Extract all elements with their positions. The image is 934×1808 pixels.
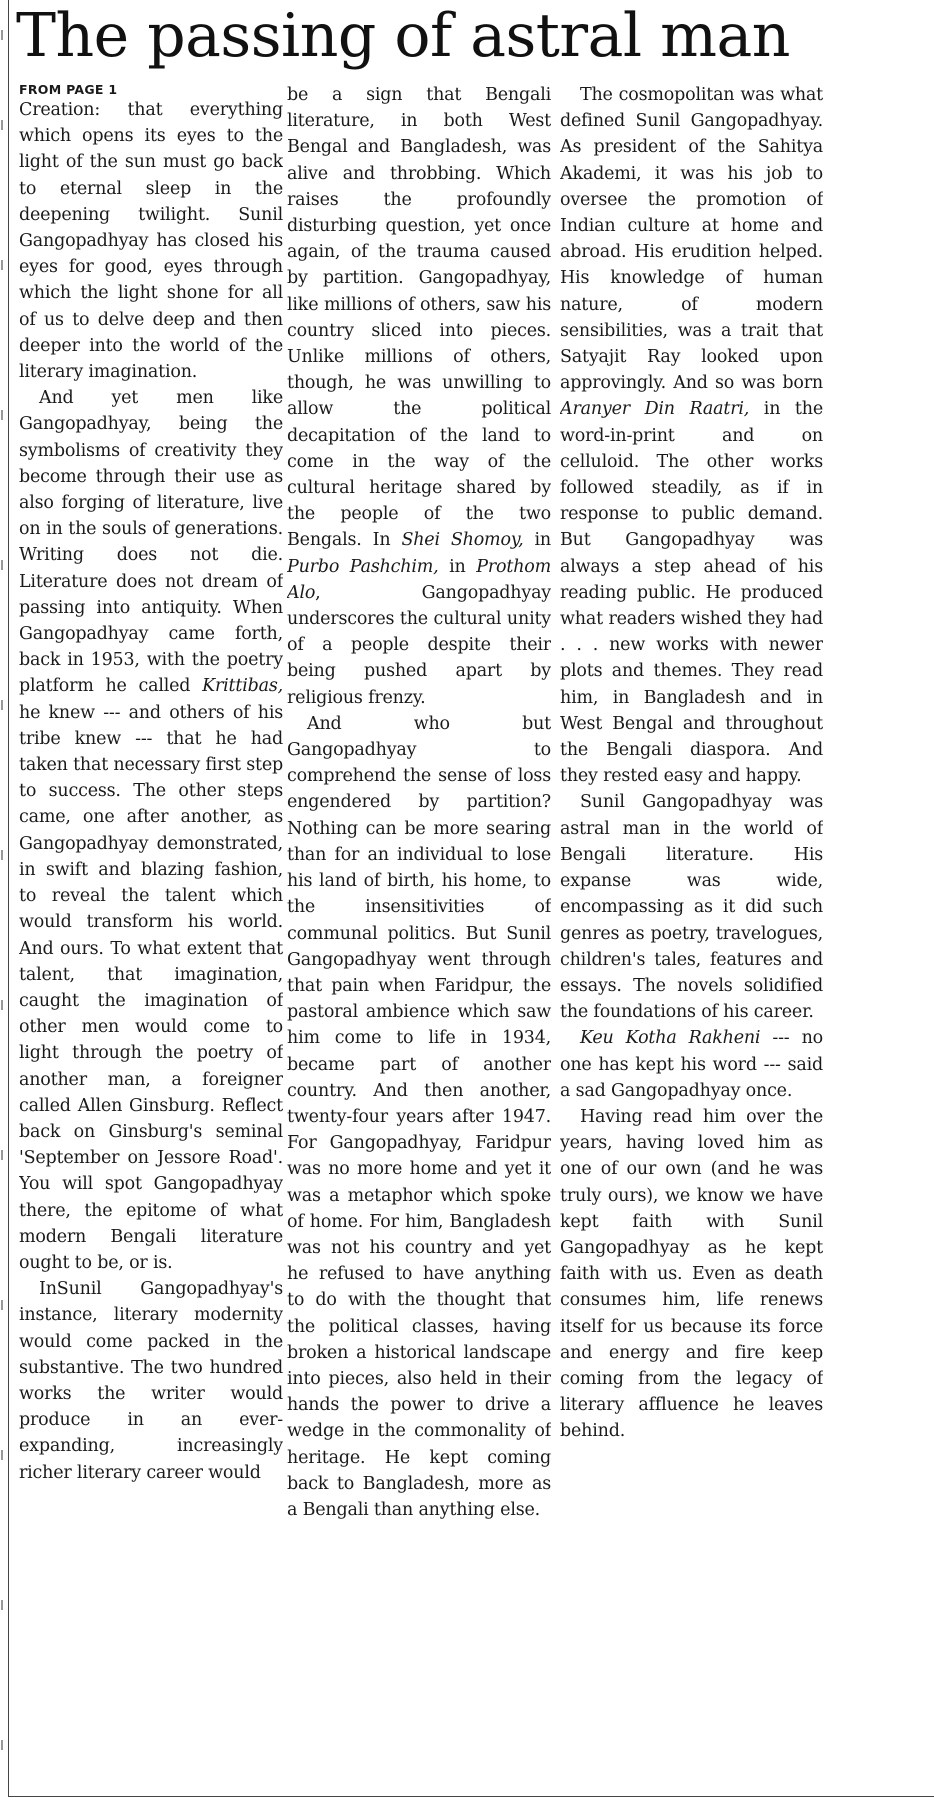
paragraph: Sunil Gangopadhyay was astral man in the world of Bengali literature. His expanse was wide, encompassing as it did such genres as poetry, travelogues, children's tales, features and essays. The novels solidified the foundations of his career. (560, 792, 823, 1023)
title-prothom-alo: Prothom Alo (287, 556, 551, 603)
title-shei-shomoy: Shei Shomoy, (401, 530, 524, 551)
paragraph: Having read him over the years, having loved him as one of our own (and he was truly ours), we know we have kept faith with Sunil Gangopadhyay as he kept faith with us. Even as death consumes him, life renews itself for us because its force and energy and fire keep coming from the legacy of literary affluence he leaves behind. (560, 1106, 823, 1442)
title-krittibas: Krittibas, (202, 676, 283, 697)
title-keu-kotha-rakheni: Keu Kotha Rakheni (580, 1028, 761, 1049)
article-body (19, 82, 923, 1792)
left-margin-marks (0, 0, 6, 1800)
bottom-rule (8, 1796, 934, 1797)
headline: The passing of astral man (16, 1, 790, 71)
paragraph: And who but Gangopadhyay to comprehend the sense of loss engendered by partition? Nothing can be more searing than for an individual to lose his land of birth, his home, to the insensitivities of communal politics. But Sunil Gangopadhyay went through that pain when Faridpur, the pastoral ambience which saw him come to life in 1934, became part of another country. And then another, twenty-four years after 1947. For Gangopadhyay, Faridpur was no more home and yet it was a metaphor which spoke of home. For him, Bangladesh was not his country and yet he refused to have anything to do with the thought that the political classes, having broken a historical landscape into pieces, also held in their hands the power to drive a wedge in the commonality of heritage. He kept coming back to Bangladesh, more as a Bengali than anything else. (287, 713, 551, 1520)
paragraph: be a sign that Bengali literature, in both West Bengal and Bangladesh, was alive and throbbing. Which raises the profoundly disturbing question, yet once again, of the trauma caused by partition. Gangopadhyay, like millions of others, saw his country sliced into pieces. Unlike millions of others, though, he was unwilling to allow the political decapitation of the land to come in the way of the cultural heritage shared by the people of the two Bengals. In Shei Shomoy, in Purbo Pashchim, in Prothom Alo, Gangopadhyay underscores the cultural unity of a people despite their being pushed apart by religious frenzy. (287, 85, 551, 708)
kicker-from-page: FROM PAGE 1 (19, 82, 118, 97)
paragraph: And yet men like Gangopadhyay, being the symbolisms of creativity they become through their use as also forging of literature, live on in the souls of generations. Writing does not die. Literature does not dream of passing into antiquity. When Gangopadhyay came forth, back in 1953, with the poetry platform he called Krittibas, he knew --- and others of his tribe knew --- that he had taken that necessary first step to success. The other steps came, one after another, as Gangopadhyay demonstrated, in swift and blazing fashion, to reveal the talent which would transform his world. And ours. To what extent that talent, that imagination, caught the imagination of other men would come to light through the poetry of another man, a foreigner called Allen Ginsburg. Reflect back on Ginsburg's seminal 'September on Jessore Road'. You will spot Gangopadhyay there, the epitome of what modern Bengali literature ought to be, or is. (19, 388, 283, 1273)
paragraph: InSunil Gangopadhyay's instance, literary modernity would come packed in the substantive. The two hundred works the writer would produce in an ever-expanding, increasingly richer literary career would (19, 1279, 283, 1483)
column-2 (287, 82, 551, 1792)
paragraph: Keu Kotha Rakheni --- no one has kept his word --- said a sad Gangopadhyay once. (560, 1028, 823, 1101)
paragraph: Creation: that everything which opens its eyes to the light of the sun must go back to eternal sleep in the deepening twilight. Sunil Gangopadhyay has closed his eyes for good, eyes through which the light shone for all of us to delve deep and then deeper into the world of the literary imagination. (19, 100, 283, 383)
paragraph: The cosmopolitan was what defined Sunil Gangopadhyay. As president of the Sahitya Akademi, it was his job to oversee the promotion of Indian culture at home and abroad. His erudition helped. His knowledge of human nature, of modern sensibilities, was a trait that Satyajit Ray looked upon approvingly. And so was born Aranyer Din Raatri, in the word-in-print and on celluloid. The other works followed steadily, as if in response to public demand. But Gangopadhyay was always a step ahead of his reading public. He produced what readers wished they had . . . new works with newer plots and themes. They read him, in Bangladesh and in West Bengal and throughout the Bengali diaspora. And they rested easy and happy. (560, 85, 823, 787)
column-3 (560, 82, 823, 1792)
left-column-rule (8, 0, 9, 1796)
column-1 (19, 82, 283, 1792)
title-aranyer-din-raatri: Aranyer Din Raatri, (560, 399, 750, 420)
title-purbo-pashchim: Purbo Pashchim, (287, 556, 439, 577)
